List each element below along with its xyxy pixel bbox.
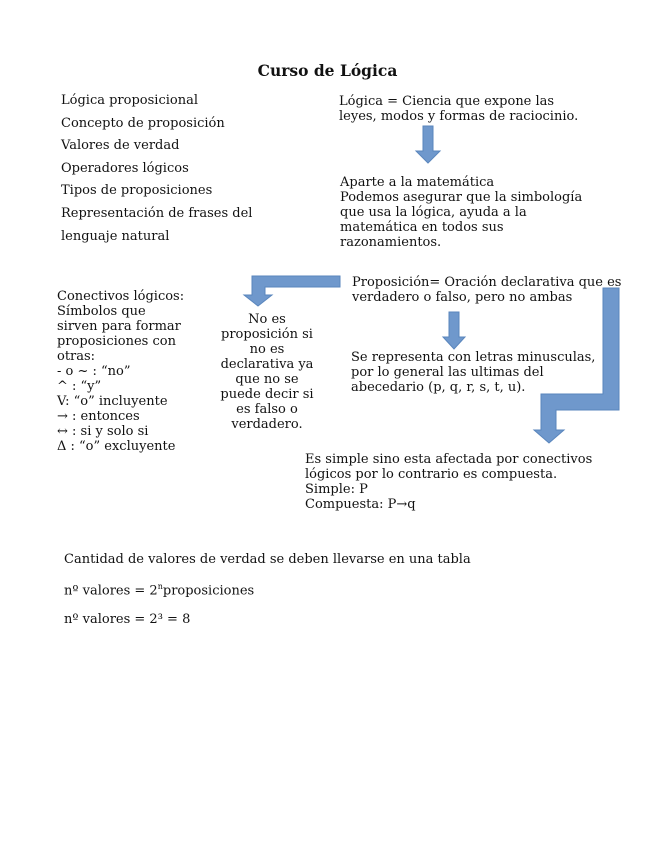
not-proposition-note: No es proposición si no es declarativa ya que no se puede decir si es falso o verdadero. — [220, 312, 314, 432]
representation-block: Se representa con letras minusculas, por lo general las ultimas del abecedario (p, q, r, s, t, u). — [351, 350, 596, 395]
down-arrow-icon — [443, 312, 465, 349]
logic-definition: Lógica = Ciencia que expone las leyes, modos y formas de raciocinio. — [339, 94, 579, 124]
topic-item: Representación de frases del — [61, 205, 253, 221]
math-contribution: Aparte a la matemática Podemos asegurar que la simbología que usa la lógica, ayuda a la matemática en todos sus razonamientos. — [340, 175, 583, 250]
truth-values-formula: nº valores = $2^nproposiciones$ — [64, 582, 255, 599]
elbow-arrow-icon — [534, 288, 619, 443]
proposition-definition: Proposición= Oración declarativa que es verdadero o falso, pero no ambas — [352, 275, 622, 305]
simple-compound-block: Es simple sino esta afectada por conectivos lógicos por lo contrario es compuesta. Simple: P Compuesta: P→q — [305, 452, 593, 512]
topic-item: Operadores lógicos — [61, 160, 189, 176]
topic-item: Valores de verdad — [61, 138, 180, 154]
topic-item: Tipos de proposiciones — [61, 183, 213, 199]
down-arrow-icon — [416, 126, 440, 163]
page-title: Curso de Lógica — [257, 61, 398, 80]
topic-item: Lógica proposicional — [61, 93, 198, 108]
truth-values-line: Cantidad de valores de verdad se deben llevarse en una tabla — [64, 552, 471, 567]
elbow-arrow-icon — [244, 276, 340, 306]
connectives-block: Conectivos lógicos: Símbolos que sirven para formar proposiciones con otras: - o ~ : “no” ^ : “y” V: “o” incluyente → : entonces ↔ : si y solo si Δ : “o” excluyente — [57, 289, 185, 454]
topic-item: Concepto de proposición — [61, 115, 225, 131]
topic-item: lenguaje natural — [61, 228, 170, 244]
truth-values-example: nº valores = 2³ = 8 — [64, 612, 191, 627]
